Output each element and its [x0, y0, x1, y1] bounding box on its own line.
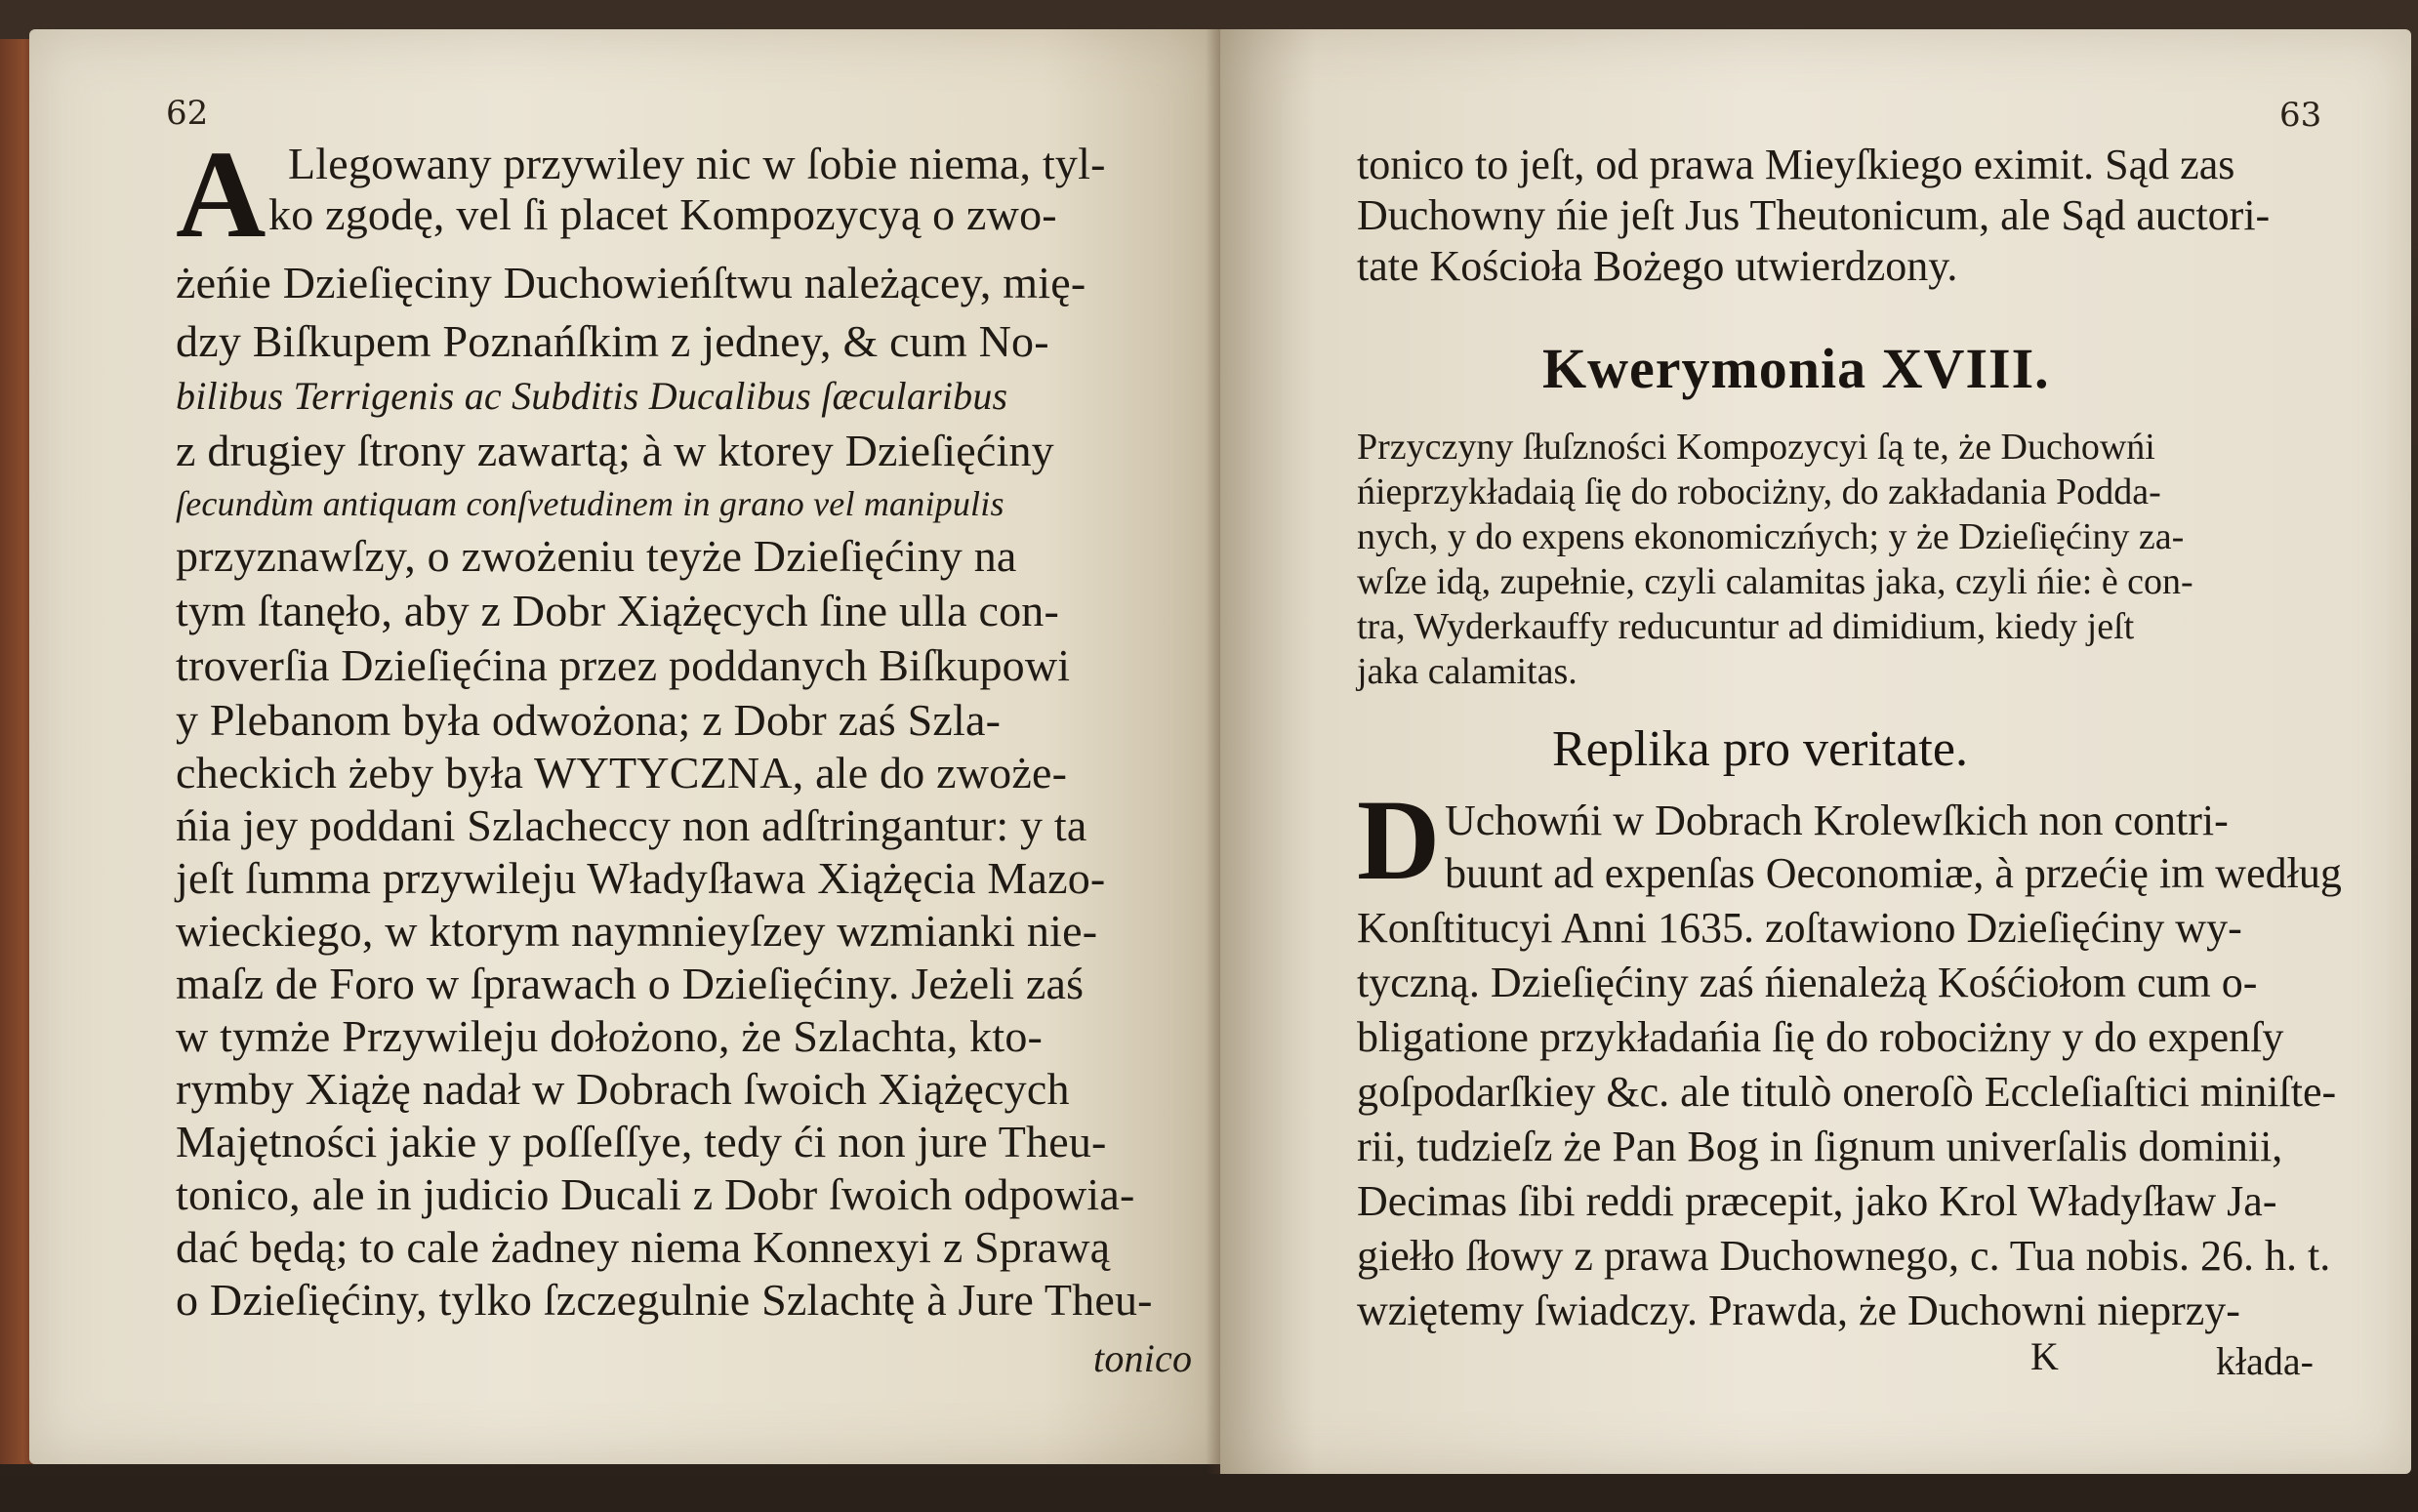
left-line-9: tym ſtanęło, aby z Dobr Xiążęcych ſine ulla con-	[176, 586, 1059, 635]
replika-line-7: rii, tudzieſz że Pan Bog in ſignum univerſalis dominii,	[1357, 1123, 2283, 1170]
right-top-line-1: tonico to jeſt, od prawa Mieyſkiego eximit. Sąd zas	[1357, 141, 2235, 188]
left-line-8: przyznawſzy, o zwożeniu teyże Dzieſięćiny na	[176, 531, 1017, 581]
left-line-18: rymby Xiążę nadał w Dobrach ſwoich Xiążęcych	[176, 1064, 1070, 1114]
left-line-20: tonico, ale in judicio Ducali z Dobr ſwoich odpowia-	[176, 1169, 1135, 1219]
right-top-line-3: tate Kościoła Bożego utwierdzony.	[1357, 242, 1958, 290]
replika-line-8: Decimas ſibi reddi præcepit, jako Krol Władyſław Ja-	[1357, 1177, 2277, 1225]
left-drop-cap: A	[176, 125, 266, 264]
left-line-10: troverſia Dzieſięćina przez poddanych Biſkupowi	[176, 640, 1071, 690]
replika-line-6: goſpodarſkiey &c. ale titulò oneroſò Eccleſiaſtici miniſte-	[1357, 1068, 2337, 1116]
querimonia-line-5: tra, Wyderkauffy reducuntur ad dimidium, kiedy jeſt	[1357, 606, 2135, 647]
replika-line-4: tyczną. Dzieſięćiny zaś ńienależą Kośćiołom cum o-	[1357, 959, 2258, 1006]
left-line-1: Llegowany przywiley nic w ſobie niema, tyl-	[288, 139, 1106, 188]
querimonia-line-4: wſze idą, zupełnie, czyli calamitas jaka, czyli ńie: è con-	[1357, 561, 2193, 602]
left-line-22: o Dzieſięćiny, tylko ſzczegulnie Szlachtę à Jure Theu-	[176, 1275, 1153, 1325]
replika-line-1: Uchowńi w Dobrach Krolewſkich non contri-	[1445, 797, 2229, 844]
heading-replika: Replika pro veritate.	[1552, 721, 1968, 777]
replika-line-5: bligatione przykładańia ſię do robociżny y do expenſy	[1357, 1013, 2284, 1061]
left-line-21: dać będą; to cale żadney niema Konnexyi z Sprawą	[176, 1222, 1111, 1272]
replika-line-2: buunt ad expenſas Oeconomiæ, à przećię im według	[1445, 849, 2342, 897]
replika-line-10: wziętemy ſwiadczy. Prawda, że Duchowni nieprzy-	[1357, 1287, 2240, 1334]
left-line-2: ko zgodę, vel ſi placet Kompozycyą o zwo-	[268, 189, 1057, 239]
right-drop-cap: D	[1357, 776, 1441, 904]
left-line-7: ſecundùm antiquam conſvetudinem in grano vel manipulis	[176, 484, 1004, 523]
left-line-4: dzy Biſkupem Poznańſkim z jedney, & cum No-	[176, 316, 1049, 366]
replika-line-3: Konſtitucyi Anni 1635. zoſtawiono Dzieſięćiny wy-	[1357, 904, 2242, 952]
left-line-16: maſz de Foro w ſprawach o Dzieſięćiny. Jeżeli zaś	[176, 959, 1085, 1008]
left-line-5: bilibus Terrigenis ac Subditis Ducalibus ſæcularibus	[176, 374, 1008, 418]
signature-mark: K	[2030, 1334, 2059, 1378]
querimonia-line-2: ńieprzykładaią ſię do robociżny, do zakładania Podda-	[1357, 471, 2161, 512]
right-top-line-2: Duchowny ńie jeſt Jus Theutonicum, ale Sąd auctori-	[1357, 191, 2271, 239]
querimonia-line-3: nych, y do expens ekonomiczńych; y że Dzieſięćiny za-	[1357, 516, 2185, 557]
left-page-number: 62	[166, 94, 209, 133]
left-line-15: wieckiego, w ktorym naymnieyſzey wzmianki nie-	[176, 906, 1098, 956]
replika-line-9: giełło ſłowy z prawa Duchownego, c. Tua nobis. 26. h. t.	[1357, 1232, 2331, 1280]
left-line-6: z drugiey ſtrony zawartą; à w ktorey Dzieſięćiny	[176, 426, 1054, 475]
left-line-11: y Plebanom była odwożona; z Dobr zaś Szla-	[176, 695, 1002, 745]
left-line-14: jeſt ſumma przywileju Władyſława Xiążęcia Mazo-	[176, 853, 1106, 903]
left-page	[29, 29, 1220, 1464]
left-line-19: Majętności jakie y poſſeſſye, tedy ći non jure Theu-	[176, 1117, 1107, 1166]
left-line-17: w tymże Przywileju dołożono, że Szlachta, kto-	[176, 1011, 1044, 1061]
right-page-body	[1308, 127, 2392, 1435]
left-line-3: żeńie Dzieſięciny Duchowieńſtwu należącey, mię-	[176, 258, 1086, 307]
left-line-13: ńia jey poddani Szlacheccy non adſtringantur: y ta	[176, 800, 1087, 850]
heading-kwerymonia: Kwerymonia XVIII.	[1542, 337, 2050, 400]
right-catchword: kłada-	[2216, 1339, 2314, 1383]
left-page-body	[176, 127, 1210, 1415]
querimonia-line-1: Przyczyny ſłuſzności Kompozycyi ſą te, że Duchowńi	[1357, 427, 2155, 468]
right-page-number: 63	[2279, 96, 2322, 135]
left-line-12: checkich żeby była WYTYCZNA, ale do zwoże-	[176, 748, 1068, 797]
left-catchword: tonico	[1093, 1336, 1193, 1380]
querimonia-line-6: jaka calamitas.	[1357, 651, 1578, 692]
right-page	[1220, 29, 2411, 1474]
